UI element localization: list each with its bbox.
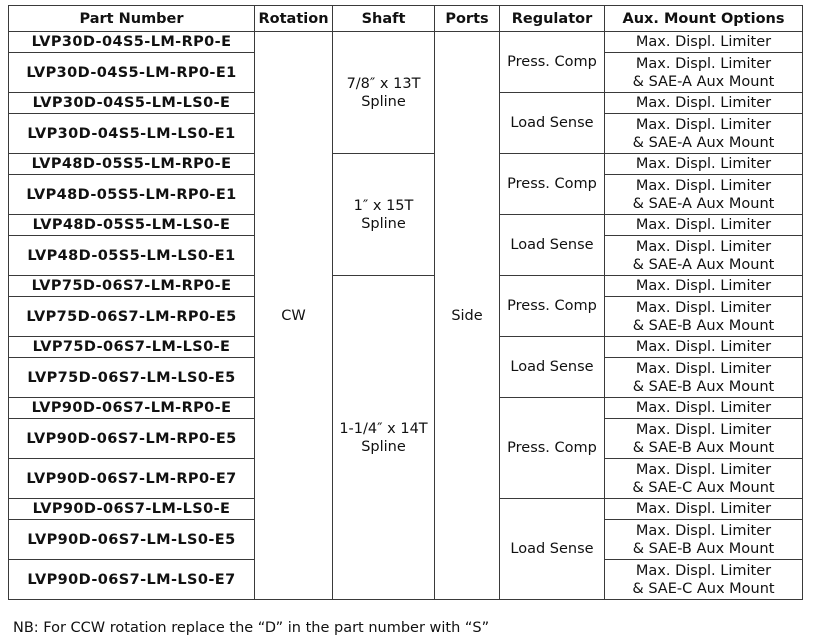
shaft-type: Spline: [361, 438, 406, 455]
aux-option-cell: [605, 53, 803, 93]
part-number-cell: LVP48D-05S5-LM-RP0-E: [9, 154, 255, 175]
part-number-cell: LVP75D-06S7-LM-LS0-E5: [9, 358, 255, 398]
aux-option-cell: [605, 297, 803, 337]
aux-option-cell: Max. Displ. Limiter: [605, 215, 803, 236]
header-shaft: Shaft: [333, 6, 435, 32]
part-number-cell: LVP30D-04S5-LM-LS0-E: [9, 93, 255, 114]
aux-option-cell: Max. Displ. Limiter: [605, 276, 803, 297]
header-ports: Ports: [435, 6, 500, 32]
aux-option-line: & SAE-B Aux Mount: [632, 317, 775, 334]
aux-option-cell: [605, 114, 803, 154]
shaft-cell: [333, 276, 435, 600]
header-part-number: Part Number: [9, 6, 255, 32]
aux-option-line: & SAE-B Aux Mount: [632, 378, 775, 395]
rotation-cell: CW: [255, 32, 333, 600]
part-number-cell: LVP90D-06S7-LM-LS0-E: [9, 499, 255, 520]
regulator-cell: Load Sense: [500, 499, 605, 600]
regulator-cell: Press. Comp: [500, 154, 605, 215]
regulator-cell: Press. Comp: [500, 398, 605, 499]
part-number-table: [8, 5, 803, 600]
shaft-size: 1″ x 15T: [353, 197, 414, 214]
regulator-cell: Press. Comp: [500, 276, 605, 337]
aux-option-line: & SAE-A Aux Mount: [632, 195, 775, 212]
aux-option-line: & SAE-A Aux Mount: [632, 134, 775, 151]
part-number-cell: LVP75D-06S7-LM-RP0-E: [9, 276, 255, 297]
part-number-cell: LVP75D-06S7-LM-RP0-E5: [9, 297, 255, 337]
aux-option-cell: Max. Displ. Limiter: [605, 398, 803, 419]
part-number-cell: LVP90D-06S7-LM-RP0-E: [9, 398, 255, 419]
shaft-size: 7/8″ x 13T: [346, 75, 421, 92]
aux-option-line: Max. Displ. Limiter: [635, 360, 772, 377]
aux-option-cell: [605, 520, 803, 560]
aux-option-line: & SAE-C Aux Mount: [632, 580, 775, 597]
table-row: [9, 154, 803, 175]
part-number-cell: LVP30D-04S5-LM-RP0-E1: [9, 53, 255, 93]
aux-option-line: Max. Displ. Limiter: [635, 522, 772, 539]
aux-option-line: Max. Displ. Limiter: [635, 177, 772, 194]
part-number-cell: LVP90D-06S7-LM-RP0-E5: [9, 419, 255, 459]
aux-option-cell: Max. Displ. Limiter: [605, 154, 803, 175]
header-row: [9, 6, 803, 32]
ports-cell: Side: [435, 32, 500, 600]
aux-option-line: & SAE-C Aux Mount: [632, 479, 775, 496]
aux-option-cell: Max. Displ. Limiter: [605, 93, 803, 114]
shaft-cell: [333, 32, 435, 154]
aux-option-line: & SAE-B Aux Mount: [632, 540, 775, 557]
part-number-cell: LVP48D-05S5-LM-LS0-E1: [9, 236, 255, 276]
aux-option-line: Max. Displ. Limiter: [635, 238, 772, 255]
aux-option-line: & SAE-A Aux Mount: [632, 73, 775, 90]
header-regulator: Regulator: [500, 6, 605, 32]
aux-option-cell: Max. Displ. Limiter: [605, 499, 803, 520]
footnote: NB: For CCW rotation replace the “D” in the part number with “S”: [13, 620, 490, 636]
aux-option-line: Max. Displ. Limiter: [635, 421, 772, 438]
aux-option-cell: [605, 236, 803, 276]
aux-option-line: Max. Displ. Limiter: [635, 116, 772, 133]
part-number-cell: LVP90D-06S7-LM-LS0-E5: [9, 520, 255, 560]
header-aux-mount-options: Aux. Mount Options: [605, 6, 803, 32]
regulator-cell: Load Sense: [500, 215, 605, 276]
table-row: [9, 276, 803, 297]
aux-option-line: & SAE-B Aux Mount: [632, 439, 775, 456]
part-number-cell: LVP48D-05S5-LM-LS0-E: [9, 215, 255, 236]
aux-option-line: Max. Displ. Limiter: [635, 55, 772, 72]
aux-option-line: Max. Displ. Limiter: [635, 299, 772, 316]
aux-option-cell: Max. Displ. Limiter: [605, 337, 803, 358]
part-number-cell: LVP30D-04S5-LM-LS0-E1: [9, 114, 255, 154]
aux-option-cell: [605, 459, 803, 499]
part-number-cell: LVP48D-05S5-LM-RP0-E1: [9, 175, 255, 215]
aux-option-cell: Max. Displ. Limiter: [605, 32, 803, 53]
aux-option-cell: [605, 419, 803, 459]
aux-option-line: Max. Displ. Limiter: [635, 461, 772, 478]
header-rotation: Rotation: [255, 6, 333, 32]
shaft-type: Spline: [361, 215, 406, 232]
part-number-cell: LVP30D-04S5-LM-RP0-E: [9, 32, 255, 53]
part-number-cell: LVP75D-06S7-LM-LS0-E: [9, 337, 255, 358]
aux-option-cell: [605, 358, 803, 398]
part-number-cell: LVP90D-06S7-LM-LS0-E7: [9, 560, 255, 600]
shaft-size: 1-1/4″ x 14T: [339, 420, 428, 437]
regulator-cell: Press. Comp: [500, 32, 605, 93]
aux-option-line: & SAE-A Aux Mount: [632, 256, 775, 273]
part-number-cell: LVP90D-06S7-LM-RP0-E7: [9, 459, 255, 499]
aux-option-cell: [605, 175, 803, 215]
aux-option-cell: [605, 560, 803, 600]
shaft-cell: [333, 154, 435, 276]
aux-option-line: Max. Displ. Limiter: [635, 562, 772, 579]
shaft-type: Spline: [361, 93, 406, 110]
regulator-cell: Load Sense: [500, 93, 605, 154]
regulator-cell: Load Sense: [500, 337, 605, 398]
table-row: [9, 32, 803, 53]
